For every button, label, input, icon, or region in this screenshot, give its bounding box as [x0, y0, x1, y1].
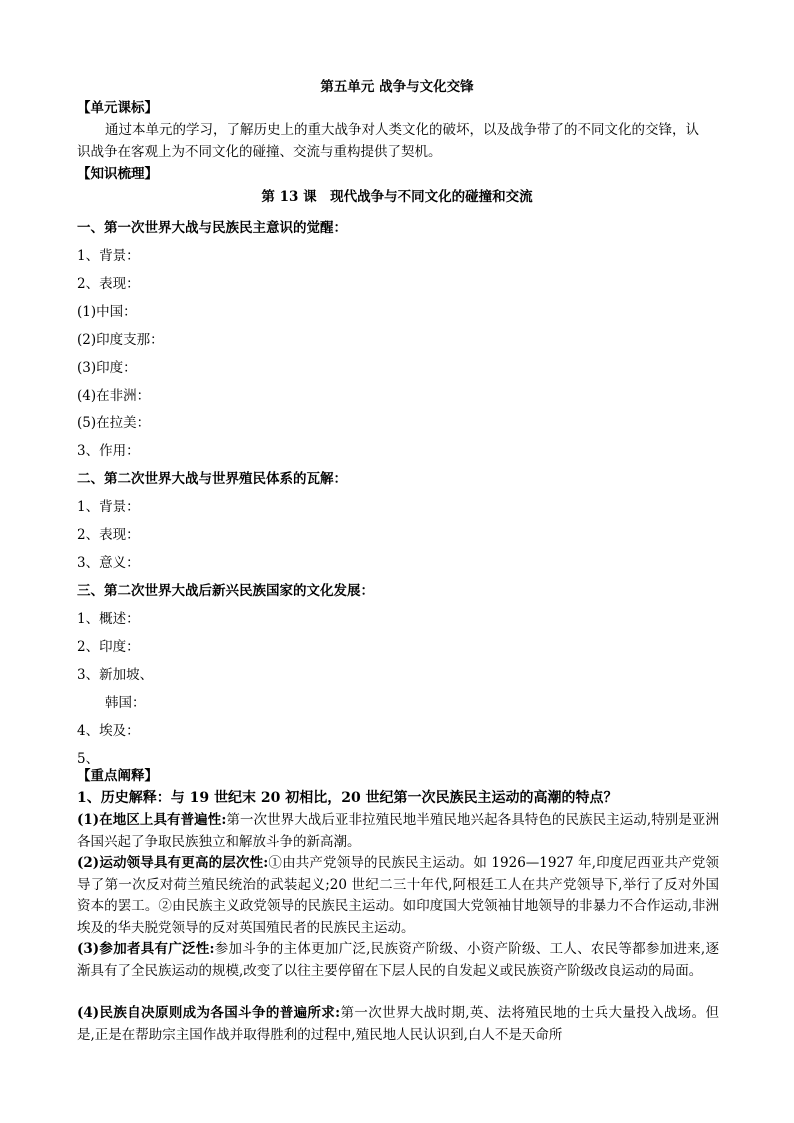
section-3-item: 韩国：: [105, 695, 146, 711]
section-1-item: (5)在拉美：: [77, 415, 151, 431]
section-2-title: 二、第二次世界大战与世界殖民体系的瓦解：: [77, 471, 347, 487]
section-1-item: 2、表现：: [77, 276, 140, 292]
point-text: 参加斗争的主体更加广泛,民族资产阶级、小资产阶级、工人、农民等都参加进来,逐渐具有了全民族运动的规模,改变了以往主要停留在下层人民的自发起义或民族资产阶级改良运动的局面。: [77, 941, 719, 979]
focus-heading: 【重点阐释】: [77, 768, 158, 784]
knowledge-heading: 【知识梳理】: [77, 166, 158, 182]
section-3-item: 4、埃及：: [77, 723, 140, 739]
section-3-item: 1、概述：: [77, 611, 140, 627]
point-paragraph: [77, 1003, 719, 1046]
section-3-title: 三、第二次世界大战后新兴民族国家的文化发展：: [77, 583, 374, 599]
section-3-item: 2、印度：: [77, 639, 140, 655]
unit-standard-heading: 【单元课标】: [77, 100, 158, 116]
point-text: ①由共产党领导的民族民主运动。如 1926—1927 年,印度尼西亚共产党领导了第一次反对荷兰殖民统治的武装起义;20 世纪二三十年代,阿根廷工人在共产党领导下,举行了反对外国资本的罢工。②由民族主义政党领导的民族民主运动。如印度国大党领袖甘地领导的非暴力不合作运动,非洲埃及的华夫脱党领导的反对英国殖民者的民族民主运动。: [77, 855, 719, 936]
point-lead: (2)运动领导具有更高的层次性:: [77, 855, 269, 871]
section-1-title: 一、第一次世界大战与民族民主意识的觉醒：: [77, 220, 347, 236]
section-1-item: 3、作用：: [77, 443, 140, 459]
section-2-item: 1、背景：: [77, 499, 140, 515]
unit-standard-line-2: 识战争在客观上为不同文化的碰撞、交流与重构提供了契机。: [77, 144, 442, 160]
section-1-item: (3)印度：: [77, 360, 137, 376]
lesson-title: 第 13 课 现代战争与不同文化的碰撞和交流: [261, 189, 533, 205]
unit-standard-line-1: 通过本单元的学习，了解历史上的重大战争对人类文化的破坏，以及战争带了的不同文化的交锋，认: [105, 122, 699, 138]
point-lead: (1)在地区上具有普遍性:: [77, 812, 227, 828]
section-1-item: (2)印度支那：: [77, 332, 164, 348]
unit-title: 第五单元 战争与文化交锋: [320, 79, 474, 95]
section-2-item: 3、意义：: [77, 555, 140, 571]
point-paragraph: [77, 853, 719, 939]
section-1-item: 1、背景：: [77, 248, 140, 264]
section-1-item: (4)在非洲：: [77, 388, 151, 404]
question: 1、历史解释：与 19 世纪末 20 初相比，20 世纪第一次民族民主运动的高潮的特点？: [77, 790, 618, 806]
section-3-item: 3、新加坡、: [77, 667, 154, 683]
section-2-item: 2、表现：: [77, 527, 140, 543]
point-text: 第一次世界大战时期,英、法将殖民地的士兵大量投入战场。但是,正是在帮助宗主国作战并取得胜利的过程中,殖民地人民认识到,白人不是天命所: [77, 1005, 720, 1043]
point-lead: (3)参加者具有广泛性:: [77, 941, 215, 957]
section-3-item: 5、: [77, 751, 100, 767]
point-lead: (4)民族自决原则成为各国斗争的普遍所求:: [77, 1005, 341, 1021]
point-paragraph: [77, 939, 719, 982]
section-1-item: (1)中国：: [77, 304, 137, 320]
point-text: 第一次世界大战后亚非拉殖民地半殖民地兴起各具特色的民族民主运动,特别是亚洲各国兴起了争取民族独立和解放斗争的新高潮。: [77, 812, 720, 850]
point-paragraph: [77, 810, 719, 853]
